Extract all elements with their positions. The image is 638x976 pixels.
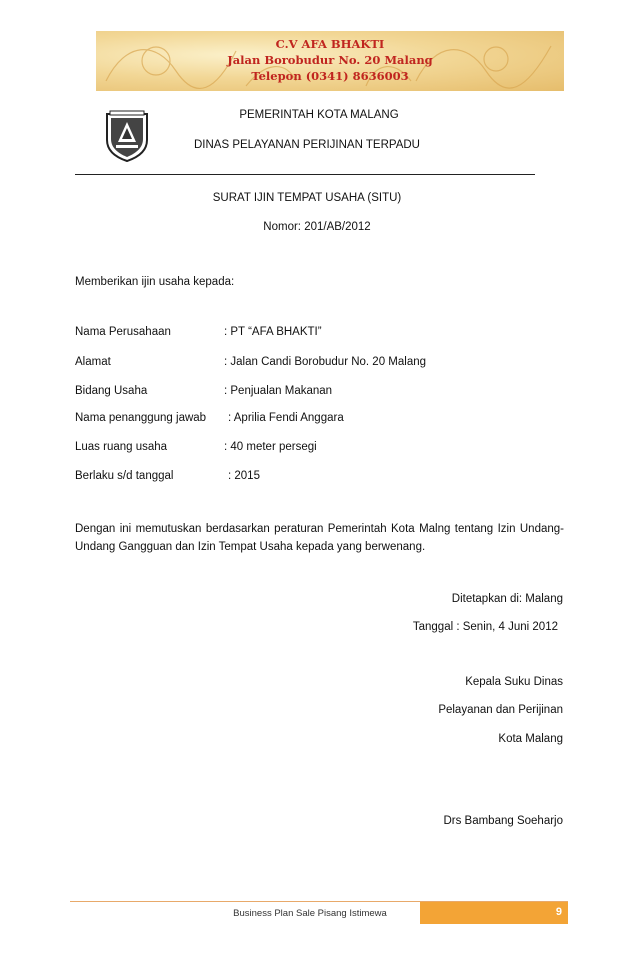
- document-number: Nomor: 201/AB/2012: [263, 221, 371, 233]
- detail-value: : 40 meter persegi: [224, 441, 317, 453]
- footer-text: Business Plan Sale Pisang Istimewa: [233, 908, 387, 919]
- detail-label: Luas ruang usaha: [75, 441, 168, 453]
- signatory-title-3: Kota Malang: [498, 733, 563, 745]
- detail-label: Nama Perusahaan: [75, 326, 171, 338]
- detail-label: Bidang Usaha: [75, 385, 148, 397]
- government-name: PEMERINTAH KOTA MALANG: [239, 109, 399, 121]
- signatory-name: Drs Bambang Soeharjo: [443, 815, 563, 827]
- detail-value: : Penjualan Makanan: [224, 385, 333, 397]
- signatory-title-1: Kepala Suku Dinas: [465, 676, 563, 688]
- issued-date: Tanggal : Senin, 4 Juni 2012: [412, 621, 558, 633]
- detail-value: : 2015: [228, 470, 260, 482]
- company-address: Jalan Borobudur No. 20 Malang: [227, 53, 433, 67]
- signatory-title-2: Pelayanan dan Perijinan: [438, 704, 563, 716]
- intro-text: Memberikan ijin usaha kepada:: [75, 276, 235, 288]
- detail-label: Alamat: [75, 356, 111, 368]
- detail-value: : Jalan Candi Borobudur No. 20 Malang: [224, 356, 427, 368]
- agency-name: DINAS PELAYANAN PERIJINAN TERPADU: [193, 139, 420, 151]
- company-phone: Telepon (0341) 8636003: [251, 69, 409, 83]
- page-number: 9: [555, 906, 562, 918]
- issued-place: Ditetapkan di: Malang: [451, 593, 563, 605]
- letterhead-banner: [96, 31, 564, 91]
- detail-label: Nama penanggung jawab: [75, 412, 207, 424]
- header-divider: [75, 174, 535, 175]
- detail-value: : Aprilia Fendi Anggara: [228, 412, 344, 424]
- decision-paragraph: Dengan ini memutuskan berdasarkan peraturan Pemerintah Kota Malng tentang Izin Undang-Undang Gangguan dan Izin Tempat Usaha kepada yang berwenang.: [75, 523, 564, 553]
- detail-value: : PT “AFA BHAKTI”: [224, 326, 322, 338]
- detail-label: Berlaku s/d tanggal: [75, 470, 174, 482]
- company-name: C.V AFA BHAKTI: [275, 37, 385, 51]
- document-title: SURAT IJIN TEMPAT USAHA (SITU): [212, 192, 402, 204]
